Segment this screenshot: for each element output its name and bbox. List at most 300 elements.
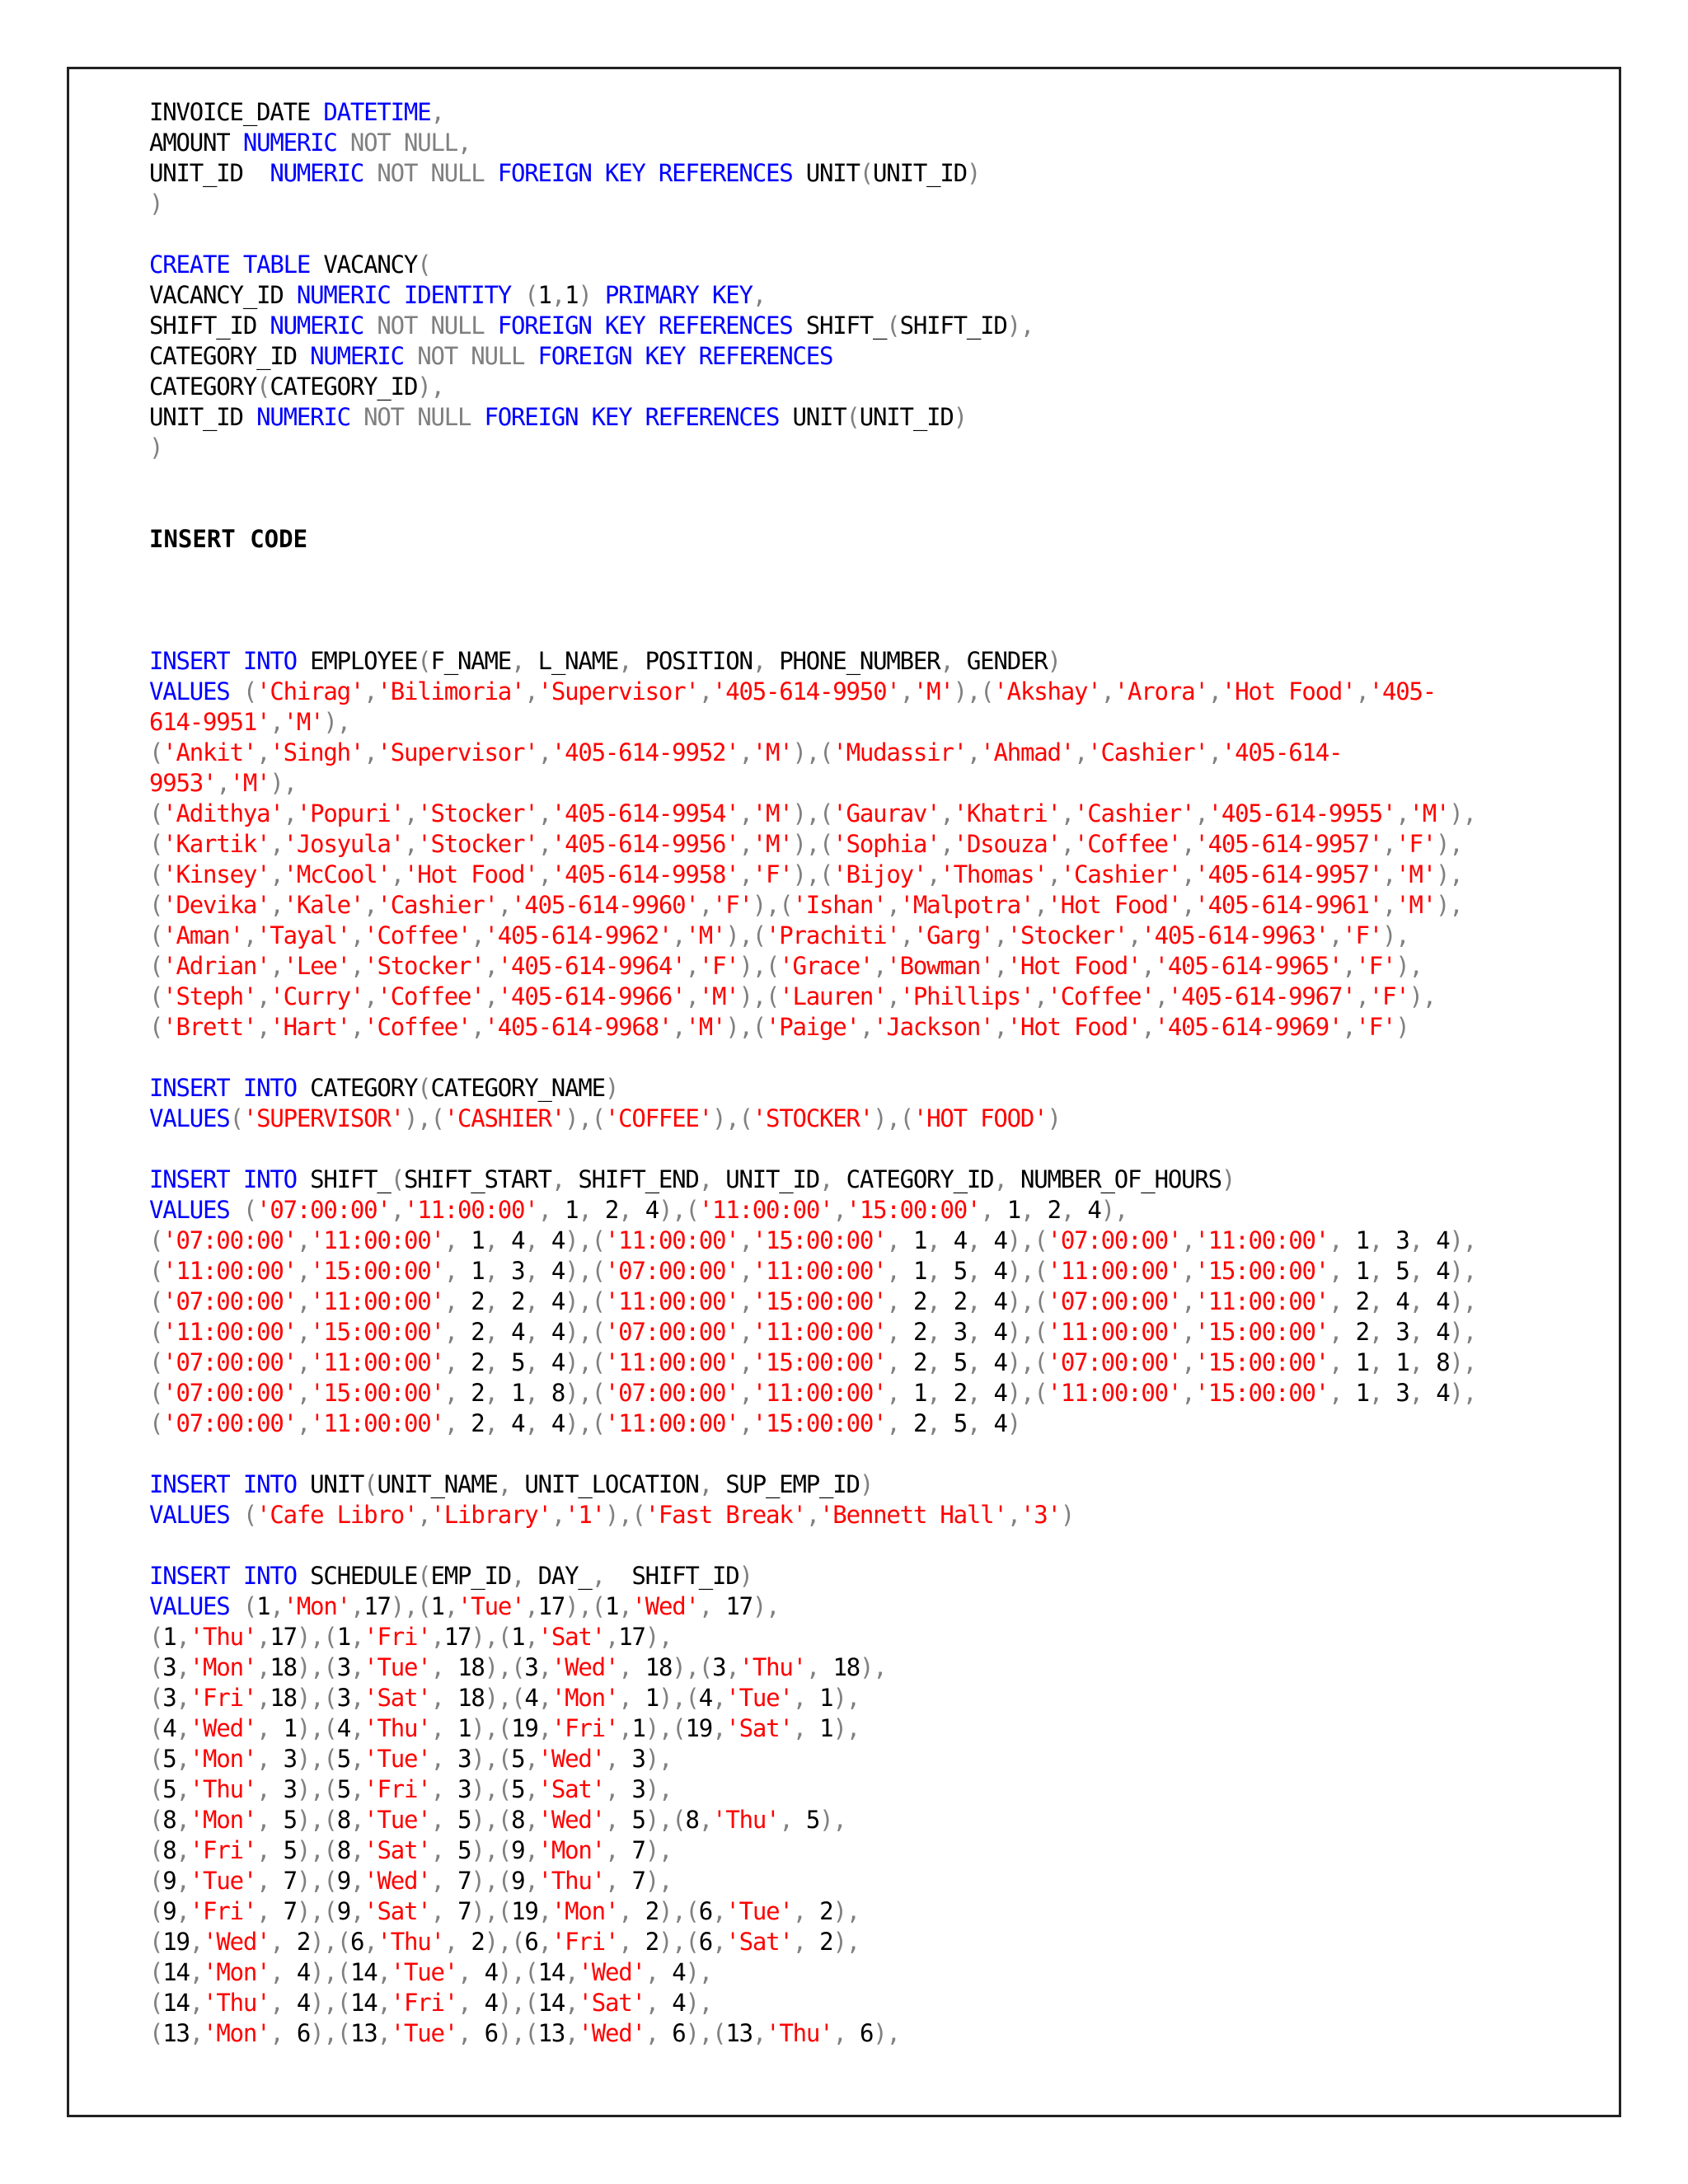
- sql-identifier: 5: [805, 1806, 820, 1834]
- sql-punctuation: ,: [993, 1013, 1007, 1041]
- sql-identifier: 5: [511, 1775, 525, 1803]
- sql-punctuation: ,: [819, 1165, 846, 1193]
- sql-string-literal: '07:00:00': [604, 1318, 739, 1346]
- code-line: [149, 1774, 1616, 1805]
- sql-string-literal: '11:00:00': [1194, 1226, 1329, 1254]
- sql-punctuation: ,: [270, 1989, 297, 2017]
- sql-punctuation: ): [953, 403, 967, 431]
- sql-punctuation: ,: [430, 1745, 458, 1773]
- sql-punctuation: ,: [377, 1989, 391, 2017]
- sql-identifier: 5: [162, 1775, 176, 1803]
- sql-identifier: 2: [953, 1287, 967, 1315]
- sql-punctuation: ,: [712, 1897, 726, 1925]
- sql-punctuation: ,: [256, 1775, 284, 1803]
- sql-identifier: 17: [363, 1592, 391, 1620]
- code-line: [149, 1835, 1616, 1866]
- sql-punctuation: ,: [1342, 952, 1356, 980]
- sql-string-literal: 'Sat': [363, 1684, 431, 1712]
- sql-punctuation: ,: [537, 1897, 551, 1925]
- sql-string-literal: 'M': [752, 738, 793, 766]
- sql-identifier: 6: [524, 1928, 538, 1956]
- sql-punctuation: (: [149, 1348, 163, 1376]
- sql-string-literal: '11:00:00': [162, 1318, 297, 1346]
- sql-identifier: 1: [912, 1379, 927, 1407]
- sql-string-literal: 'Josyula': [283, 830, 404, 858]
- sql-identifier: UNIT_ID: [725, 1165, 820, 1193]
- sql-string-literal: '405-614-9967': [1167, 982, 1356, 1010]
- sql-punctuation: ),(: [792, 799, 833, 827]
- sql-punctuation: ,: [349, 1867, 364, 1895]
- sql-string-literal: '11:00:00': [403, 1196, 538, 1224]
- sql-punctuation: ),(: [792, 738, 833, 766]
- sql-punctuation: ,: [672, 1013, 686, 1041]
- sql-punctuation: ,: [1409, 1379, 1437, 1407]
- sql-identifier: 3: [1395, 1379, 1409, 1407]
- sql-punctuation: (: [363, 1470, 377, 1498]
- sql-string-literal: 'Sat': [725, 1714, 793, 1742]
- sql-string-literal: '11:00:00': [604, 1226, 739, 1254]
- sql-punctuation: ,: [484, 1287, 512, 1315]
- sql-identifier: 1: [604, 1592, 619, 1620]
- sql-identifier: 5: [283, 1836, 297, 1864]
- sql-punctuation: ),(: [1006, 1287, 1048, 1315]
- sql-identifier: 13: [725, 2019, 753, 2047]
- sql-string-literal: 'Coffee': [363, 1013, 471, 1041]
- sql-punctuation: NOT NULL: [377, 159, 498, 187]
- sql-punctuation: ,: [618, 1897, 645, 1925]
- sql-punctuation: ),(: [565, 1257, 605, 1285]
- sql-identifier: 6: [859, 2019, 874, 2047]
- sql-identifier: 3: [1395, 1226, 1409, 1254]
- sql-punctuation: ,: [349, 1806, 364, 1834]
- sql-punctuation: ),(: [296, 1836, 337, 1864]
- sql-punctuation: ,: [443, 1226, 471, 1254]
- sql-identifier: 5: [283, 1806, 297, 1834]
- code-line: [149, 1469, 1616, 1500]
- sql-punctuation: ,: [1181, 1318, 1195, 1346]
- code-line: [149, 402, 1616, 433]
- sql-punctuation: ,: [296, 1287, 311, 1315]
- sql-identifier: 8: [336, 1806, 350, 1834]
- sql-identifier: 13: [349, 2019, 377, 2047]
- sql-string-literal: 'Chirag': [256, 677, 364, 705]
- sql-punctuation: ),: [270, 769, 297, 797]
- sql-identifier: 4: [1436, 1287, 1450, 1315]
- code-line: [149, 2018, 1616, 2049]
- sql-punctuation: (: [149, 952, 163, 980]
- sql-string-literal: '405-614-9955': [1207, 799, 1396, 827]
- sql-identifier: AMOUNT: [149, 129, 243, 157]
- sql-punctuation: ),(: [497, 1958, 538, 1986]
- sql-punctuation: ),(: [565, 1287, 605, 1315]
- sql-identifier: 18: [270, 1653, 297, 1681]
- sql-punctuation: ,: [176, 1714, 190, 1742]
- sql-identifier: 2: [912, 1287, 927, 1315]
- sql-punctuation: ,: [1154, 982, 1168, 1010]
- sql-punctuation: ,: [443, 1348, 471, 1376]
- sql-keyword: VALUES: [149, 1501, 243, 1529]
- sql-punctuation: ,: [471, 921, 485, 949]
- sql-string-literal: 'Singh': [270, 738, 364, 766]
- sql-punctuation: ,: [672, 921, 686, 949]
- sql-string-literal: '11:00:00': [162, 1257, 297, 1285]
- sql-punctuation: ,: [1047, 860, 1061, 888]
- sql-identifier: VACANCY_ID: [149, 281, 297, 309]
- sql-punctuation: ,: [685, 952, 699, 980]
- sql-punctuation: ,: [377, 2019, 391, 2047]
- code-line: [149, 250, 1616, 280]
- sql-punctuation: ),(: [390, 1592, 431, 1620]
- sql-string-literal: '11:00:00': [1047, 1257, 1182, 1285]
- sql-identifier: 17: [618, 1623, 645, 1651]
- sql-identifier: 4: [551, 1409, 565, 1437]
- sql-string-literal: '15:00:00': [1194, 1257, 1329, 1285]
- sql-identifier: 4: [296, 1989, 311, 2017]
- sql-string-literal: 'Wed': [363, 1867, 431, 1895]
- sql-punctuation: ,: [1074, 738, 1088, 766]
- sql-punctuation: ,: [511, 1562, 538, 1590]
- sql-string-literal: 614-9951': [149, 708, 270, 736]
- sql-punctuation: ,: [270, 2019, 297, 2047]
- sql-punctuation: ),(: [310, 1928, 350, 1956]
- sql-string-literal: 'Sat': [578, 1989, 645, 2017]
- sql-string-literal: '07:00:00': [604, 1379, 739, 1407]
- sql-string-literal: 'Grace': [779, 952, 874, 980]
- sql-punctuation: ,: [1006, 1501, 1020, 1529]
- code-line: [149, 677, 1616, 707]
- sql-string-literal: 'Mon': [189, 1806, 257, 1834]
- sql-punctuation: (: [149, 1318, 163, 1346]
- sql-punctuation: ,: [1381, 860, 1396, 888]
- sql-identifier: 3: [162, 1684, 176, 1712]
- sql-punctuation: ,: [484, 982, 498, 1010]
- sql-string-literal: '15:00:00': [310, 1379, 444, 1407]
- sql-identifier: 3: [336, 1653, 350, 1681]
- sql-punctuation: ,: [176, 1806, 190, 1834]
- sql-punctuation: ),(: [471, 1806, 512, 1834]
- sql-punctuation: ,: [886, 1318, 913, 1346]
- sql-string-literal: 'F': [1342, 921, 1382, 949]
- sql-string-literal: 'STOCKER': [752, 1104, 874, 1132]
- sql-punctuation: ,: [256, 1684, 270, 1712]
- sql-string-literal: '15:00:00': [752, 1287, 887, 1315]
- sql-identifier: 4: [511, 1409, 525, 1437]
- sql-string-literal: 'M': [912, 677, 954, 705]
- code-line: [149, 921, 1616, 951]
- sql-punctuation: ,: [1355, 982, 1369, 1010]
- sql-identifier: 3: [953, 1318, 967, 1346]
- sql-identifier: 9: [336, 1897, 350, 1925]
- sql-string-literal: 'Bilimoria': [377, 677, 525, 705]
- sql-string-literal: 'Popuri': [296, 799, 404, 827]
- sql-identifier: 4: [296, 1958, 311, 1986]
- sql-string-literal: '11:00:00': [604, 1287, 739, 1315]
- sql-identifier: 2: [912, 1409, 927, 1437]
- sql-punctuation: ),(: [471, 1775, 512, 1803]
- sql-punctuation: ,: [430, 1806, 458, 1834]
- sql-punctuation: (: [149, 1287, 163, 1315]
- sql-keyword: INSERT INTO: [149, 1074, 311, 1102]
- sql-punctuation: ,: [524, 1775, 538, 1803]
- sql-punctuation: (: [149, 1257, 163, 1285]
- sql-string-literal: '11:00:00': [310, 1226, 444, 1254]
- sql-identifier: 2: [819, 1897, 833, 1925]
- sql-string-literal: '405-614-9958': [551, 860, 739, 888]
- sql-identifier: CATEGORY: [310, 1074, 418, 1102]
- sql-identifier: 5: [953, 1257, 967, 1285]
- sql-identifier: 9: [511, 1867, 525, 1895]
- sql-punctuation: ,: [645, 1958, 673, 1986]
- sql-string-literal: 'F': [1368, 982, 1409, 1010]
- sql-string-literal: 'Fri': [363, 1775, 431, 1803]
- sql-string-literal: 'Wed': [537, 1806, 605, 1834]
- sql-string-literal: 'Tue': [363, 1653, 431, 1681]
- sql-punctuation: ),: [645, 1775, 673, 1803]
- sql-punctuation: (: [149, 1867, 163, 1895]
- sql-identifier: 1: [819, 1714, 833, 1742]
- sql-identifier: 3: [712, 1653, 726, 1681]
- sql-string-literal: 'M': [229, 769, 270, 797]
- sql-punctuation: ,: [967, 1287, 994, 1315]
- sql-punctuation: ,: [430, 1684, 458, 1712]
- sql-string-literal: 'F': [711, 891, 753, 919]
- sql-punctuation: ,: [484, 1257, 512, 1285]
- code-line: [149, 799, 1616, 829]
- sql-punctuation: ),(: [310, 2019, 350, 2047]
- sql-punctuation: ),(: [484, 1928, 525, 1956]
- sql-identifier: 4: [1087, 1196, 1101, 1224]
- sql-identifier: UNIT: [310, 1470, 364, 1498]
- sql-punctuation: (: [149, 1013, 163, 1041]
- sql-punctuation: ,: [296, 1409, 311, 1437]
- sql-string-literal: 'Wed': [631, 1592, 699, 1620]
- sql-string-literal: 'Lee': [283, 952, 350, 980]
- sql-identifier: POSITION: [645, 647, 753, 675]
- sql-punctuation: ,: [1060, 830, 1074, 858]
- sql-punctuation: (: [846, 403, 860, 431]
- sql-punctuation: ,: [256, 1897, 284, 1925]
- sql-identifier: 5: [457, 1806, 471, 1834]
- sql-punctuation: (: [149, 891, 163, 919]
- sql-punctuation: ,: [430, 1836, 458, 1864]
- code-line: [149, 768, 1616, 799]
- sql-identifier: GENDER: [966, 647, 1048, 675]
- sql-punctuation: ,: [537, 799, 551, 827]
- sql-identifier: 1: [1006, 1196, 1021, 1224]
- sql-punctuation: (: [417, 1562, 431, 1590]
- sql-string-literal: 'Sophia': [832, 830, 940, 858]
- sql-string-literal: 'F': [1355, 1013, 1396, 1041]
- sql-string-literal: 'COFFEE': [604, 1104, 712, 1132]
- sql-identifier: 5: [511, 1745, 525, 1773]
- sql-punctuation: ,: [511, 647, 538, 675]
- sql-punctuation: (: [149, 1775, 163, 1803]
- sql-punctuation: ,: [430, 1775, 458, 1803]
- sql-punctuation: (: [149, 1623, 163, 1651]
- sql-string-literal: 'Tue': [725, 1684, 793, 1712]
- sql-punctuation: ,: [349, 1897, 364, 1925]
- sql-identifier: 2: [645, 1928, 659, 1956]
- sql-string-literal: '11:00:00': [310, 1409, 444, 1437]
- sql-punctuation: ,: [1207, 677, 1221, 705]
- sql-string-literal: '405-614-9964': [497, 952, 686, 980]
- sql-punctuation: ),(: [659, 1684, 699, 1712]
- code-line: [149, 1866, 1616, 1896]
- sql-punctuation: ),: [685, 1989, 713, 2017]
- sql-identifier: 4: [698, 1684, 713, 1712]
- sql-string-literal: 'Wed': [578, 2019, 645, 2047]
- sql-punctuation: ,: [176, 1775, 190, 1803]
- sql-string-literal: 'Tayal': [256, 921, 350, 949]
- code-line: [149, 1226, 1616, 1256]
- sql-punctuation: ,: [604, 1806, 632, 1834]
- sql-keyword: VALUES: [149, 1592, 243, 1620]
- sql-identifier: EMPLOYEE: [310, 647, 418, 675]
- sql-string-literal: 'Thu': [766, 2019, 833, 2047]
- sql-punctuation: ,: [738, 1287, 753, 1315]
- sql-punctuation: ,: [443, 1287, 471, 1315]
- sql-identifier: 5: [1395, 1257, 1409, 1285]
- sql-punctuation: ),(: [497, 2019, 538, 2047]
- sql-string-literal: 'Wed': [551, 1653, 619, 1681]
- sql-string-literal: '405-614-9952': [551, 738, 739, 766]
- sql-string-literal: 'Cashier': [377, 891, 498, 919]
- sql-punctuation: ,: [270, 1958, 297, 1986]
- sql-identifier: 7: [283, 1867, 297, 1895]
- sql-string-literal: 'Cafe Libro': [256, 1501, 418, 1529]
- sql-punctuation: ,: [443, 1592, 458, 1620]
- code-line: [149, 951, 1616, 982]
- sql-punctuation: ,: [967, 1257, 994, 1285]
- sql-punctuation: ,: [1409, 1318, 1437, 1346]
- sql-string-literal: 'Hot Food': [1047, 891, 1182, 919]
- sql-string-literal: '15:00:00': [310, 1318, 444, 1346]
- sql-punctuation: (: [242, 1196, 257, 1224]
- sql-punctuation: ,: [349, 1836, 364, 1864]
- code-line: [149, 1713, 1616, 1744]
- sql-punctuation: ),(: [471, 1897, 512, 1925]
- sql-string-literal: 'Bijoy': [832, 860, 927, 888]
- sql-identifier: 1: [1355, 1257, 1369, 1285]
- code-line: [149, 219, 1616, 250]
- code-line: [149, 1073, 1616, 1104]
- sql-identifier: 4: [1395, 1287, 1409, 1315]
- sql-punctuation: ,: [176, 1745, 190, 1773]
- sql-punctuation: ,: [698, 677, 712, 705]
- sql-identifier: SHIFT_: [310, 1165, 391, 1193]
- sql-punctuation: ),: [859, 1653, 887, 1681]
- sql-identifier: 1: [1395, 1348, 1409, 1376]
- sql-punctuation: ),: [1436, 860, 1463, 888]
- sql-punctuation: ): [578, 281, 605, 309]
- sql-punctuation: ,: [618, 1196, 645, 1224]
- sql-punctuation: ,: [256, 1745, 284, 1773]
- sql-punctuation: (: [390, 1165, 404, 1193]
- sql-identifier: 8: [685, 1806, 699, 1834]
- sql-punctuation: ,: [1194, 799, 1208, 827]
- sql-string-literal: 'Thu': [189, 1775, 257, 1803]
- sql-punctuation: ): [1395, 1013, 1409, 1041]
- sql-string-literal: 'Fri': [189, 1897, 257, 1925]
- sql-string-literal: 'Hot Food': [1006, 1013, 1142, 1041]
- sql-identifier: 1: [511, 1379, 525, 1407]
- sql-punctuation: ,: [738, 860, 753, 888]
- sql-punctuation: ,: [578, 1196, 605, 1224]
- sql-string-literal: '405-614-9960': [511, 891, 699, 919]
- sql-punctuation: ,: [283, 799, 297, 827]
- code-line: [149, 585, 1616, 616]
- sql-punctuation: ,: [1381, 830, 1396, 858]
- sql-string-literal: 'Sat': [537, 1775, 605, 1803]
- sql-string-literal: '3': [1020, 1501, 1061, 1529]
- sql-punctuation: ,: [725, 1653, 739, 1681]
- sql-string-literal: 'Akshay': [993, 677, 1101, 705]
- sql-punctuation: ,: [940, 647, 967, 675]
- sql-punctuation: ,: [1382, 891, 1396, 919]
- sql-identifier: EMP_ID: [430, 1562, 512, 1590]
- sql-punctuation: ,: [457, 2019, 485, 2047]
- sql-punctuation: ,: [176, 1623, 190, 1651]
- sql-punctuation: ,: [993, 952, 1007, 980]
- sql-identifier: 8: [1436, 1348, 1450, 1376]
- sql-string-literal: 'Fri': [363, 1623, 431, 1651]
- sql-keyword: FOREIGN KEY REFERENCES: [497, 312, 806, 340]
- sql-string-literal: 'M': [1395, 891, 1437, 919]
- sql-punctuation: ,: [967, 1379, 994, 1407]
- sql-punctuation: ,: [537, 830, 551, 858]
- sql-identifier: 3: [524, 1653, 538, 1681]
- sql-string-literal: 'Mon': [203, 2019, 270, 2047]
- sql-string-literal: 'Bowman': [886, 952, 994, 980]
- sql-string-literal: 'F': [1395, 830, 1437, 858]
- sql-identifier: 4: [1436, 1318, 1450, 1346]
- sql-punctuation: ),: [1449, 1318, 1476, 1346]
- sql-punctuation: ,: [967, 1409, 994, 1437]
- sql-punctuation: ,: [457, 1989, 485, 2017]
- sql-punctuation: ,: [363, 677, 377, 705]
- sql-string-literal: '11:00:00': [752, 1379, 887, 1407]
- sql-punctuation: ,: [1020, 1196, 1048, 1224]
- sql-keyword: VALUES: [149, 1104, 230, 1132]
- sql-string-literal: 'Arora': [1114, 677, 1208, 705]
- sql-identifier: SHIFT_: [805, 312, 887, 340]
- sql-punctuation: ),: [832, 1714, 860, 1742]
- sql-identifier: 3: [631, 1745, 645, 1773]
- sql-string-literal: 'Thomas': [940, 860, 1048, 888]
- sql-punctuation: ,: [926, 1318, 954, 1346]
- sql-punctuation: (: [149, 1226, 163, 1254]
- sql-punctuation: ,: [176, 1836, 190, 1864]
- code-line: [149, 860, 1616, 890]
- sql-punctuation: ),: [645, 1867, 673, 1895]
- sql-string-literal: '07:00:00': [162, 1379, 297, 1407]
- sql-punctuation: ,: [484, 1318, 512, 1346]
- sql-punctuation: ),(: [565, 1226, 605, 1254]
- code-line: [149, 1165, 1616, 1195]
- sql-punctuation: (: [149, 1928, 163, 1956]
- sql-punctuation: (: [524, 281, 538, 309]
- sql-punctuation: ,: [1329, 1287, 1356, 1315]
- code-line: [149, 1683, 1616, 1713]
- sql-string-literal: '15:00:00': [1194, 1379, 1329, 1407]
- sql-punctuation: ,: [256, 1714, 284, 1742]
- sql-identifier: 4: [645, 1196, 659, 1224]
- sql-string-literal: 'Steph': [162, 982, 257, 1010]
- sql-punctuation: ),(: [1006, 1226, 1048, 1254]
- sql-identifier: 4: [524, 1684, 538, 1712]
- sql-identifier: 1: [912, 1226, 927, 1254]
- sql-identifier: UNIT_ID: [149, 403, 257, 431]
